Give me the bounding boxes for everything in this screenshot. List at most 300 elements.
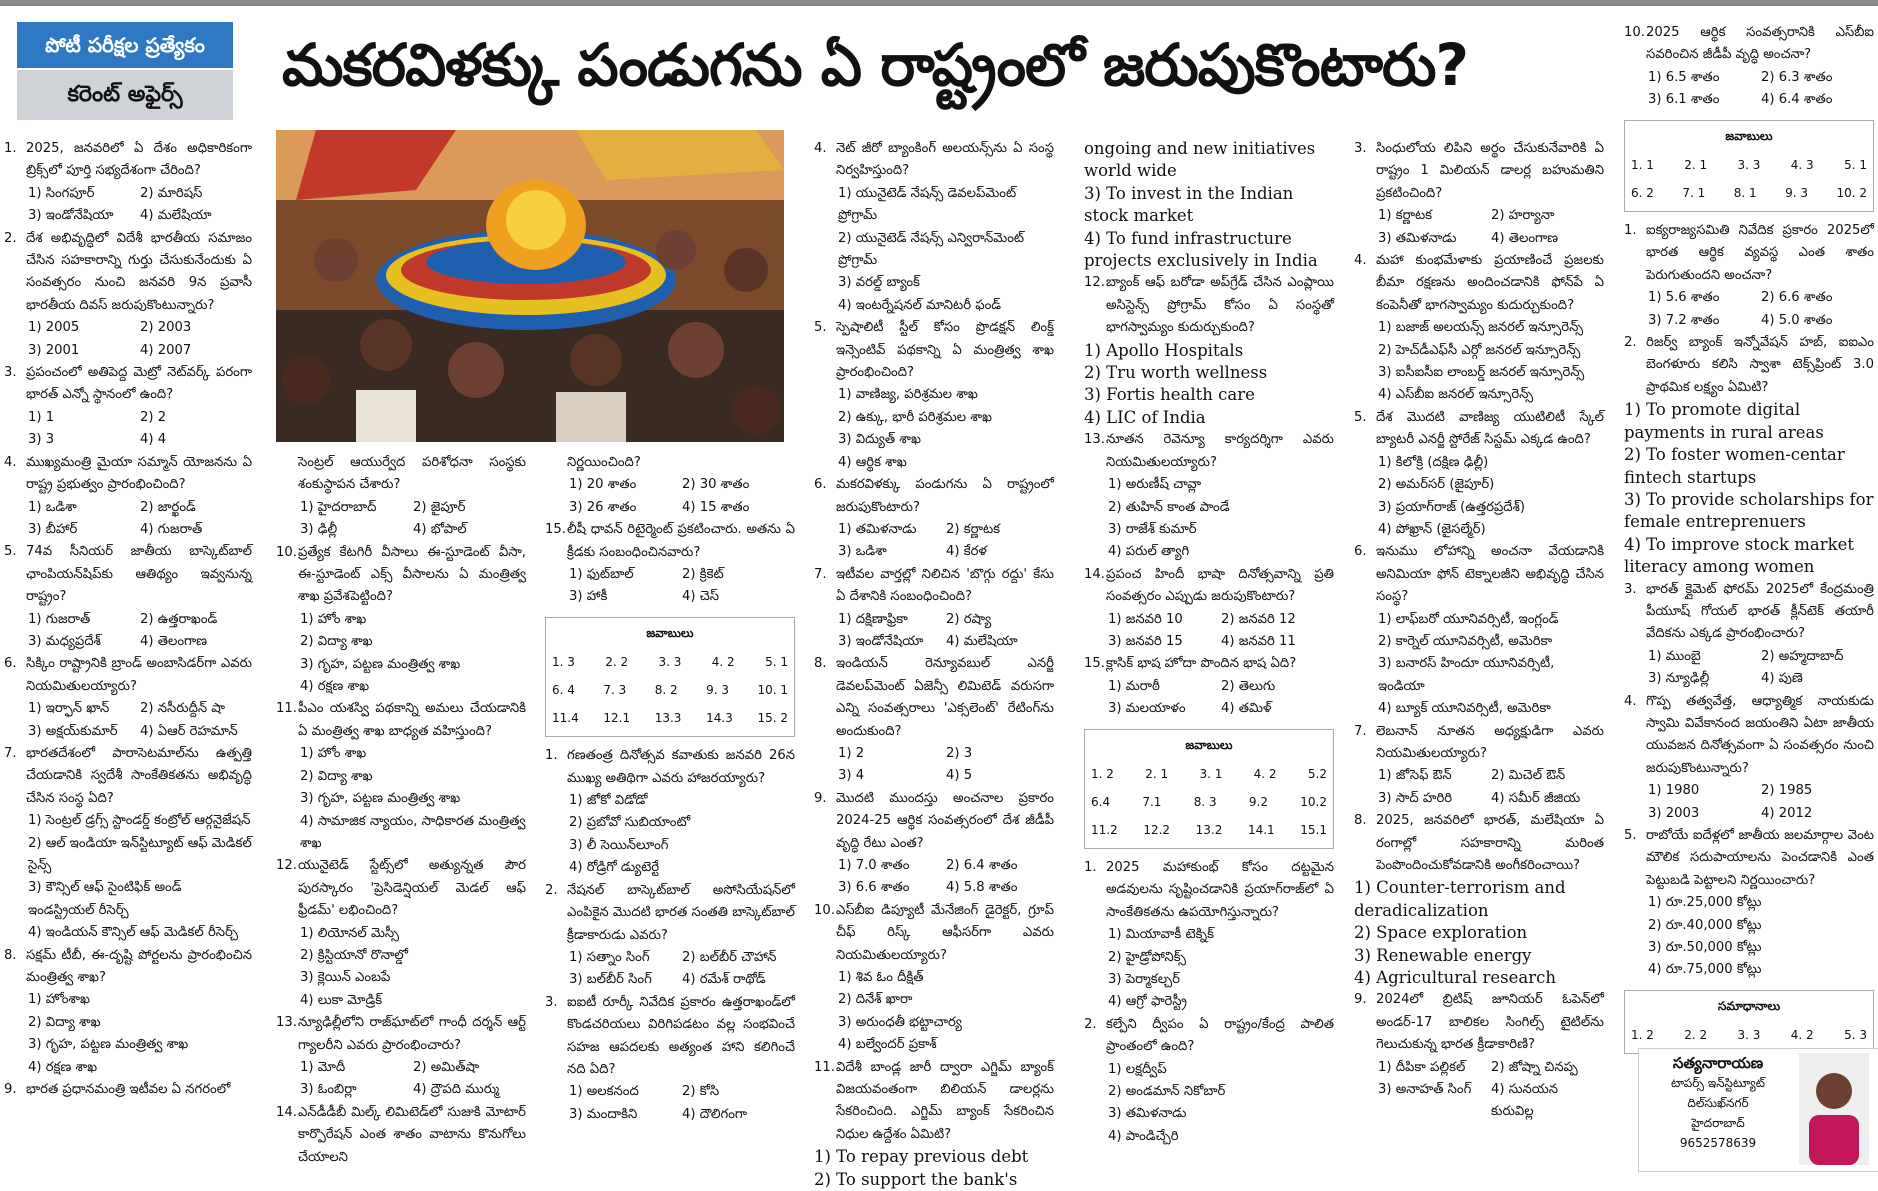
question-number: 6.	[4, 656, 17, 672]
option: 4) ఆర్థిక శాఖ	[838, 454, 907, 470]
option: 4) బ్యూక్ యూనివర్సిటీ, అమెరికా	[1378, 701, 1551, 717]
option: 2) హైడ్రోపోనిక్స్	[1108, 949, 1186, 965]
question-text: దేశ అభివృద్ధిలో విదేశీ భారతీయ సమాజం చేసిన సహకారాన్ని గుర్తు చేసుకునేందుకు ఏ సంవత్సరం నుంచి జనవరి 9న ప్రవాసీ భారతీయ దివస్ జరుపుకొంటున్నారు?	[26, 230, 252, 313]
question-number: 12.	[276, 858, 297, 874]
option-row	[4, 497, 252, 519]
option: 2) 6.6 శాతం	[1761, 290, 1833, 306]
question-text: 2025, జనవరిలో ఏ దేశం అధికారికంగా బ్రిక్స్‌లో పూర్తి సభ్యదేశంగా చేరింది?	[26, 141, 252, 179]
question	[1354, 407, 1604, 452]
option: 3) తమిళనాడు	[1108, 1106, 1187, 1122]
english-text: 3) Renewable energy	[1354, 945, 1532, 965]
question-text: భారతదేశంలో పారాసెటమాల్‌ను ఉత్పత్తి చేయడానికి స్వదేశీ సాంకేతికతను అభివృద్ధి చేసిన సంస్థ ఏది?	[26, 745, 252, 806]
question	[1354, 810, 1604, 877]
option: 2) క్రికెట్	[682, 567, 724, 583]
question-text: ఇటీవల వార్తల్లో నిలిచిన 'బొగ్గు రద్దు' కేసు ఏ దేశానికి సంబంధించింది?	[836, 566, 1054, 605]
answer-cell: 11.4	[552, 711, 579, 726]
option: 3) 2003	[1648, 805, 1700, 821]
english-text: 4) LIC of India	[1084, 407, 1206, 427]
option: 2) హర్యానా	[1491, 208, 1555, 224]
column-3	[545, 452, 795, 1126]
question	[4, 541, 252, 608]
option: 3) 4	[838, 768, 865, 784]
option: 3) జనవరి 15	[1108, 633, 1183, 649]
option: 4) పాండిచ్చేరి	[1108, 1128, 1179, 1144]
question	[1084, 1014, 1334, 1059]
option: 3) రూ.50,000 కోట్లు	[1648, 940, 1762, 956]
question-text: ఐఐటీ రూర్కీ నివేదిక ప్రకారం ఉత్తరాఖండ్‌లో కొండచరియలు విరిగిపడటం వల్ల సంభవించే సహజ ఆపదలకు అత్యంత హాని కలిగించే నది ఏది?	[567, 994, 795, 1077]
answer-cell: 7. 3	[603, 683, 627, 698]
answer-key	[545, 617, 795, 737]
option-row	[4, 698, 252, 720]
answer-cell: 15. 2	[757, 711, 788, 726]
option: 1) 5.6 శాతం	[1648, 290, 1720, 306]
question-text: భారత ప్రధానమంత్రి ఇటీవల ఏ నగరంలో	[26, 1082, 231, 1098]
answer-cell: 15.1	[1300, 822, 1327, 837]
answer-cell: 14.1	[1247, 822, 1275, 837]
option: 1) అలకనంద	[569, 1084, 639, 1100]
option-row	[4, 609, 252, 631]
option: 3) అక్షయ్‌కుమార్	[28, 723, 118, 739]
option: 2) అహ్మదాబాద్	[1761, 648, 1844, 664]
question-text: మహా కుంభమేళాకు ప్రయాణించే ప్రజలకు బీమా రక్షణను అందించడానికి ఫోన్‌పే ఏ కంపెనీతో భాగస్వామ్యం కుదుర్చుకుంది?	[1376, 253, 1604, 313]
option: 4) గుజరాత్	[140, 521, 203, 537]
answer-cell: 9.2	[1248, 794, 1268, 809]
answer-cell: 7. 1	[1682, 186, 1706, 201]
question-number: 1.	[1624, 223, 1637, 239]
option: 3) కౌన్సిల్ ఆఫ్ సైంటిఫిక్ అండ్ ఇండస్ట్రియల్ రీసెర్చ్	[28, 880, 182, 918]
option: 3) పెర్మాకల్చర్	[1108, 972, 1180, 987]
question	[1624, 691, 1874, 781]
question-number: 10.	[814, 902, 835, 918]
question-text: సింధులోయ లిపిని అర్థం చేసుకునేవారికి ఏ రాష్ట్రం 1 మిలియన్ డాలర్ల బహుమతిని ప్రకటించింది?	[1376, 141, 1604, 201]
option-row	[814, 765, 1054, 787]
question-text: ఇనుము లోహాన్ని అంచనా వేయడానికి అనిమియా ఫోన్ టెక్నాలజీని అభివృద్ధి చేసిన సంస్థ?	[1376, 544, 1604, 605]
option: 4) మలేషియా	[946, 633, 1018, 649]
question	[814, 317, 1054, 384]
answer-cell: 9. 3	[706, 683, 729, 698]
english-text: 2) Tru worth wellness	[1084, 363, 1268, 383]
option: 2) ఉత్తరాఖండ్	[140, 611, 218, 627]
answer-cell: 13.2	[1195, 822, 1223, 837]
option: 1) అరుణీష్ చావ్లా	[1108, 477, 1202, 493]
option: 1) హోం శాఖ	[300, 611, 367, 627]
option: 1) జోసెఫ్ ఔన్	[1378, 768, 1452, 784]
option-row	[4, 183, 252, 205]
option: 3) సాద్ హరిరి	[1378, 790, 1453, 806]
question-text: నిర్ణయించింది?	[567, 455, 641, 470]
answer-cell: 6. 4	[552, 683, 575, 698]
option: 3) అరుంధతీ భట్టాచార్య	[838, 1014, 962, 1030]
question-number: 15.	[545, 522, 566, 538]
question	[1354, 989, 1604, 1056]
option: 2) 1985	[1761, 783, 1813, 799]
author-card	[1638, 1048, 1878, 1172]
option-row	[4, 429, 252, 451]
option: 2) కోసి	[682, 1084, 720, 1100]
option-row	[545, 969, 795, 991]
option: 2) క్రిస్టియానో రొనాల్డో	[300, 947, 408, 963]
option: 1) ముంబై	[1648, 648, 1701, 664]
option: 3) ఇండోనేషియా	[838, 633, 924, 649]
option: 2) విద్యా శాఖ	[300, 634, 373, 650]
option: 4) 2007	[140, 342, 192, 358]
question-number: 6.	[814, 477, 827, 493]
answer-cell: 5. 1	[765, 655, 788, 670]
option: 2) అండమాన్ నికోబార్	[1108, 1084, 1226, 1100]
option: 1) మరాఠీ	[1108, 678, 1160, 694]
question-text: గణతంత్ర దినోత్సవ కవాతుకు జనవరి 26న ముఖ్య అతిథిగా ఎవరు హాజరయ్యారు?	[567, 748, 795, 786]
option: 1) ఇర్ఫాన్ ఖాన్	[28, 701, 110, 717]
competitive-exams-tag: పోటీ పరీక్షల ప్రత్యేకం	[17, 22, 233, 68]
question-number: 4.	[4, 454, 17, 470]
question-text: విదేశీ బాండ్ల జారీ ద్వారా ఎగ్జిమ్ బ్యాంక్ విజయవంతంగా బిలియన్ డాలర్లను సేకరించింది. ఎగ్జిమ్ బ్యాంక్ సేకరించిన నిధుల ఉద్దేశం ఏమిటి?	[836, 1059, 1054, 1142]
answer-cell: 8. 3	[1193, 794, 1217, 809]
option: 4) సమీర్ జీజియ	[1491, 790, 1581, 806]
question-number: 2.	[4, 230, 17, 246]
option: 3) ఢిల్లీ	[300, 522, 338, 538]
answer-row	[1091, 788, 1327, 816]
option-row	[276, 519, 526, 541]
option: 1) గుజరాత్	[28, 611, 91, 627]
option: 3) ఐసీఐసీఐ లాంబర్డ్ జనరల్ ఇన్సూరెన్స్	[1378, 365, 1585, 381]
option: 2) అమిత్‌షా	[413, 1059, 480, 1075]
option: 4) ఎస్‌బీఐ జనరల్ ఇన్సూరెన్స్	[1378, 387, 1534, 403]
option: 1) వాణిజ్య, పరిశ్రమల శాఖ	[838, 387, 978, 403]
option: 1) హోం శాఖ	[300, 746, 367, 762]
question-text: 74వ సీనియర్ జాతీయ బాస్కెట్‌బాల్ ఛాంపియన్‌షిప్‌కు ఆతిథ్యం ఇవ్వనున్న రాష్ట్రం?	[26, 544, 252, 605]
answer-cell: 8. 1	[1733, 186, 1757, 201]
answer-key-title: సమాధానాలు	[1717, 998, 1781, 1013]
option: 3) బల్‌బీర్ సింగ్	[569, 972, 652, 988]
answer-row	[1631, 151, 1867, 179]
question-number: 15.	[1084, 656, 1105, 672]
option: 4) రమేశ్ రాథోడ్	[682, 972, 766, 988]
option-row	[4, 519, 252, 541]
question-number	[276, 452, 298, 497]
option: 1) 2	[838, 745, 865, 761]
option: 2) 2	[140, 409, 167, 425]
option: 2) హెచ్‌డీఎఫ్‌సీ ఎర్గో జనరల్ ఇన్సూరెన్స్	[1378, 342, 1581, 358]
answer-cell: 3. 3	[1737, 1028, 1761, 1043]
option: 3) రాజేశ్ కుమార్	[1108, 521, 1197, 537]
answer-cell: 3. 3	[1737, 158, 1761, 173]
question	[545, 992, 795, 1082]
option: 2) ప్రబోవో సుబియాంటో	[569, 815, 691, 831]
option: 1) రూ.25,000 కోట్లు	[1648, 895, 1762, 911]
option: 2) జనవరి 12	[1221, 611, 1296, 627]
answer-cell: 7.1	[1142, 794, 1162, 809]
question-text: ఎస్‌బీఐ డిప్యూటీ మేనేజింగ్ డైరెక్టర్, గ్రూప్ చీఫ్ రిస్క్ ఆఫీసర్‌గా ఎవరు నియమితులయ్యారు?	[836, 902, 1054, 963]
option: 2) ఉక్కు, భారీ పరిశ్రమల శాఖ	[838, 409, 992, 425]
answer-row	[1631, 179, 1867, 207]
option: 3) ఒడిశా	[838, 544, 887, 560]
answer-key	[1624, 120, 1874, 212]
option-row	[545, 947, 795, 969]
option: 3) 6.6 శాతం	[838, 880, 910, 896]
option: 4) తమిళ్	[1221, 701, 1272, 717]
option: 1) మియావాకీ టెక్నిక్	[1108, 927, 1214, 943]
option: 2) విద్యా శాఖ	[28, 1014, 101, 1030]
option: 4) చెస్	[682, 589, 720, 605]
question-number: 5.	[1624, 828, 1637, 843]
question	[1624, 332, 1874, 399]
answer-cell: 1. 3	[552, 655, 575, 670]
option: 1) జనవరి 10	[1108, 611, 1183, 627]
option: 3) గృహ, పట్టణ మంత్రిత్వ శాఖ	[28, 1037, 189, 1053]
option-row	[545, 497, 795, 519]
option: 2) దినేశ్ ఖారా	[838, 992, 913, 1008]
answer-cell: 13.3	[654, 711, 682, 726]
question	[1084, 857, 1334, 924]
column-2	[276, 452, 526, 1169]
english-text: 3) Fortis health care	[1084, 385, 1255, 405]
question-text: నేషనల్ బాస్కెట్‌బాల్ అసోసియేషన్‌లో ఎంపికైన మొదటి భారత సంతతి బాస్కెట్‌బాల్ క్రీడాకారుడు ఎవరు?	[567, 882, 795, 943]
option: 3) 7.2 శాతం	[1648, 312, 1720, 328]
option: 1) దక్షిణాఫ్రికా	[838, 611, 908, 627]
question-number: 5.	[1354, 409, 1367, 425]
option-row	[814, 519, 1054, 541]
option: 3) గృహ, పట్టణ మంత్రిత్వ శాఖ	[300, 656, 461, 672]
answer-key	[1624, 990, 1874, 1054]
option: 1) హైదరాబాద్	[300, 499, 377, 515]
question	[1624, 220, 1874, 287]
current-affairs-tag: కరెంట్ అఫైర్స్	[17, 70, 233, 120]
question-number: 12.	[1084, 275, 1105, 291]
question-text: ప్రత్యేక కేటగిరీ వీసాలు ఈ-స్టూడెంట్ వీసా, ఈ-స్టూడెంట్ ఎక్స్ వీసాలను ఏ మంత్రిత్వ శాఖ ప్రవేశపెట్టింది?	[298, 544, 526, 605]
option: 4) ఏఆర్ రెహమాన్	[140, 723, 238, 739]
question-number: 3.	[1624, 581, 1637, 597]
option-row	[1624, 803, 1874, 825]
option: 4) 5.0 శాతం	[1761, 312, 1833, 328]
option: 4) రూ.75,000 కోట్లు	[1648, 962, 1762, 978]
answer-row	[552, 676, 788, 704]
option: 1) ఒడిశా	[28, 499, 77, 515]
question	[814, 474, 1054, 519]
author-place-1: దిల్‌సుఖ్‌నగర్	[1687, 1096, 1749, 1110]
question	[1084, 429, 1334, 474]
option: 1) 7.0 శాతం	[838, 858, 910, 873]
author-photo	[1799, 1053, 1869, 1165]
answer-row	[1091, 816, 1327, 844]
english-text: 3) To invest in the Indian stock market	[1084, 183, 1294, 226]
answer-cell: 3. 1	[1199, 766, 1223, 781]
option: 4) ఇంటర్నేషనల్ మానిటరీ ఫండ్	[838, 297, 1002, 313]
answer-cell: 4. 3	[1790, 158, 1814, 173]
question	[4, 138, 252, 183]
question-text: దేశ మొదటి వాణిజ్య యుటిలిటీ స్కేల్ బ్యాటరీ ఎనర్జీ స్టోరేజ్ సిస్టమ్ ఎక్కడ ఉంది?	[1376, 409, 1604, 448]
option: 3) మందాకిని	[569, 1106, 638, 1122]
option: 1) బజాజ్ అలయన్స్ జనరల్ ఇన్సూరెన్స్	[1378, 320, 1584, 336]
question-number: 8.	[814, 656, 827, 672]
question-number: 3.	[1354, 141, 1367, 156]
option: 4) 6.4 శాతం	[1761, 92, 1833, 108]
question-number: 4.	[814, 141, 827, 156]
question-number: 7.	[814, 566, 827, 582]
answer-cell: 4. 2	[1790, 1028, 1814, 1043]
question	[545, 452, 795, 474]
question	[1354, 250, 1604, 317]
question-text: ముఖ్యమంత్రి మైయా సమ్మాన్ యోజనను ఏ రాష్ట్ర ప్రభుత్వం ప్రారంభించింది?	[26, 454, 252, 493]
question	[1624, 579, 1874, 646]
question	[1084, 653, 1334, 675]
author-info	[1643, 1053, 1793, 1153]
option: 4) భోపాల్	[413, 522, 467, 538]
question-text: 2025 మహాకుంభ్ కోసం దట్టమైన అడవులను సృష్టించడానికి ప్రయాగ్‌రాజ్‌లో ఏ సాంకేతికతను ఉపయోగిస్తున్నారు?	[1106, 859, 1334, 920]
author-name: సత్యనారాయణ	[1672, 1054, 1764, 1072]
option: 4) 5	[946, 768, 973, 784]
option: 3) అనాహత్ సింగ్	[1378, 1082, 1472, 1098]
option-row	[276, 1057, 526, 1079]
question-number: 10.	[276, 544, 297, 560]
question-text: సక్షమ్ టీబీ, ఈ-దృష్టి పోర్టలను ప్రారంభించిన మంత్రిత్వ శాఖ?	[26, 947, 252, 986]
option-row	[276, 1079, 526, 1101]
option-row	[1084, 698, 1334, 720]
answer-cell: 4. 2	[711, 655, 735, 670]
option: 1) 2005	[28, 320, 80, 336]
page-headline: మకరవిళక్కు పండుగను ఏ రాష్ట్రంలో జరుపుకొంటారు?	[282, 31, 1469, 99]
question-number: 13.	[1084, 432, 1105, 448]
option: 2) తెలుగు	[1221, 678, 1276, 694]
option: 2) మిచెల్ ఔన్	[1491, 768, 1566, 784]
question-number: 8.	[1354, 813, 1367, 829]
option: 3) తమిళనాడు	[1378, 230, 1457, 246]
question	[1084, 272, 1334, 339]
english-text: 3) To provide scholarships for female entreprenuers	[1624, 489, 1874, 532]
option-row	[545, 474, 795, 496]
question	[4, 743, 252, 810]
question-number: 4.	[1624, 693, 1637, 709]
english-text: 1) To repay previous debt	[814, 1147, 1029, 1167]
option-row	[1354, 765, 1604, 787]
option-row	[814, 541, 1054, 563]
question-number: 9.	[1354, 992, 1367, 1008]
answer-cell: 1. 2	[1631, 1028, 1654, 1043]
option: 1) లియోనల్ మెస్సీ	[300, 925, 399, 941]
answer-cell: 5. 1	[1844, 158, 1867, 173]
option: 3) ఇండోనేషియా	[28, 208, 114, 224]
option: 1) జోకో విడోడో	[569, 793, 648, 809]
question-text: ఇండియన్ రెన్యూవబుల్ ఎనర్జీ డెవలప్‌మెంట్ ఏజెన్సీ లిమిటెడ్ వరుసగా ఎన్ని సంవత్సరాలు 'ఎక్సలెంట్' రేటింగ్‌ను అందుకుంది?	[836, 656, 1054, 739]
answer-cell: 2. 1	[1145, 766, 1169, 781]
question-number: 14.	[276, 1104, 297, 1120]
option: 3) గృహ, పట్టణ మంత్రిత్వ శాఖ	[300, 791, 461, 807]
option: 4) సునయన కురువిల్ల	[1491, 1082, 1559, 1120]
option: 3) 3	[28, 432, 55, 448]
option: 4) 2012	[1761, 805, 1813, 821]
answer-key	[1084, 729, 1334, 849]
option-row	[545, 586, 795, 608]
option: 2) బల్‌బీర్ చౌహాన్	[682, 949, 777, 965]
option: 2) 6.3 శాతం	[1761, 69, 1833, 85]
answer-key-title: జవాబులు	[1725, 128, 1773, 143]
question-number: 9.	[4, 1082, 17, 1098]
question-text: నూతన రెవెన్యూ కార్యదర్శిగా ఎవరు నియమితులయ్యారు?	[1106, 432, 1334, 470]
question	[1084, 564, 1334, 609]
question	[4, 362, 252, 407]
option: 1) 1	[28, 409, 55, 425]
option-row	[545, 1081, 795, 1103]
answer-cell: 10.2	[1300, 794, 1327, 809]
option: 3) మలయాళం	[1108, 701, 1186, 717]
option: 4) పోఖ్రాన్ (జైసల్మేర్)	[1378, 521, 1486, 537]
question-number: 9.	[814, 790, 827, 806]
answer-cell: 10. 1	[757, 683, 788, 698]
question	[814, 653, 1054, 743]
question	[4, 653, 252, 698]
question	[814, 900, 1054, 967]
question-number: 7.	[1354, 723, 1367, 739]
answer-row	[1091, 760, 1327, 788]
question-text: బ్యాంక్ ఆఫ్ బరోడా అప్‌గ్రేడ్ చేసిన ఎంప్లాయి అసిస్టెన్స్ ప్రోగ్రామ్ కోసం ఏ సంస్థతో భాగస్వామ్యం కుదుర్చుకుంది?	[1106, 275, 1334, 336]
option: 3) వరల్డ్ బ్యాంక్	[838, 275, 920, 291]
option: 4) సామాజిక న్యాయం, సాధికారత మంత్రిత్వ శాఖ	[300, 813, 526, 851]
answer-cell: 3. 3	[658, 655, 682, 670]
answer-cell: 4. 2	[1253, 766, 1277, 781]
question	[276, 1012, 526, 1057]
answer-cell: 5.2	[1307, 766, 1327, 781]
option: 3) ఓంబిర్లా	[300, 1082, 357, 1098]
question-text: సెంట్రల్ ఆయుర్వేద పరిశోధనా సంస్థకు శంకుస్థాపన చేశారు?	[298, 455, 526, 493]
question-number: 2.	[1084, 1016, 1097, 1032]
question-text: గొప్ప తత్వవేత్త, ఆధ్యాత్మిక నాయకుడు స్వామి వివేకానంద జయంతిని ఏటా జాతీయ యువజన దినోత్సవంగా ఏ సంవత్సరం నుంచి జరుపుకొంటున్నారు?	[1646, 693, 1874, 776]
option-row	[1624, 646, 1874, 668]
answer-cell: 12.1	[603, 711, 631, 726]
question	[545, 519, 795, 564]
option: 1) తమిళనాడు	[838, 521, 917, 537]
question	[545, 880, 795, 947]
english-text: 4) To fund infrastructure projects exclusively in India	[1084, 228, 1318, 271]
question	[4, 1079, 252, 1101]
author-place-2: హైదరాబాద్	[1691, 1116, 1745, 1130]
question-text: భారత్ క్లైమెట్ ఫోరమ్ 2025లో కేంద్రమంత్రి పీయూష్ గోయల్ భారత్ క్లీన్‌టెక్ తయారీ వేదికను ఎక్కడ ప్రారంభించారు?	[1646, 581, 1874, 642]
author-institute: టాపర్స్ ఇన్‌స్టిట్యూట్	[1671, 1076, 1765, 1090]
option: 4) పరుల్ త్యాగి	[1108, 544, 1190, 560]
question-number	[545, 452, 567, 474]
option: 4) ఇండియన్ కౌన్సిల్ ఆఫ్ మెడికల్ రీసెర్చ్	[28, 925, 238, 941]
answer-cell: 6. 2	[1631, 186, 1654, 201]
option: 3) న్యూఢిల్లీ	[1648, 671, 1710, 687]
option: 3) 26 శాతం	[569, 499, 637, 515]
question	[1354, 721, 1604, 766]
answer-row	[552, 648, 788, 676]
question-number: 13.	[276, 1015, 297, 1031]
option-row	[1624, 67, 1874, 89]
question	[545, 745, 795, 790]
question-number: 7.	[4, 745, 17, 761]
column-4	[814, 138, 1054, 1191]
option: 1) 1980	[1648, 783, 1700, 799]
english-text: 2) Space exploration	[1354, 923, 1528, 943]
option: 2) మారిషస్	[140, 185, 203, 201]
english-text: 2) To support the bank's	[814, 1169, 1018, 1189]
option-row	[545, 564, 795, 586]
option: 3) క్లెయిన్ ఎంబపే	[300, 970, 391, 986]
option: 4) రక్షణ శాఖ	[300, 679, 370, 695]
question-text: మకరవిళక్కు పండుగను ఏ రాష్ట్రంలో జరుపుకొంటారు?	[836, 477, 1054, 515]
question	[276, 698, 526, 743]
option: 1) సెంట్రల్ డ్రగ్స్ స్టాండర్డ్ కంట్రోల్ ఆర్గనైజేషన్	[28, 813, 251, 829]
option: 1) ఫుట్‌బాల్	[569, 567, 634, 583]
option-row	[1354, 205, 1604, 227]
question-text: క్లాసిక్ భాష హోదా పొందిన భాష ఏది?	[1106, 656, 1297, 672]
option-row	[1354, 1079, 1604, 1124]
answer-cell: 2. 2	[605, 655, 629, 670]
question-number: 4.	[1354, 253, 1367, 269]
question-text: ప్రపంచంలో అతిపెద్ద మెట్రో నెట్‌వర్క్ పరంగా భారత్ ఎన్నో స్థానంలో ఉంది?	[26, 365, 252, 403]
question	[276, 452, 526, 497]
answer-row	[1631, 1021, 1867, 1049]
answer-cell: 1. 2	[1091, 766, 1114, 781]
